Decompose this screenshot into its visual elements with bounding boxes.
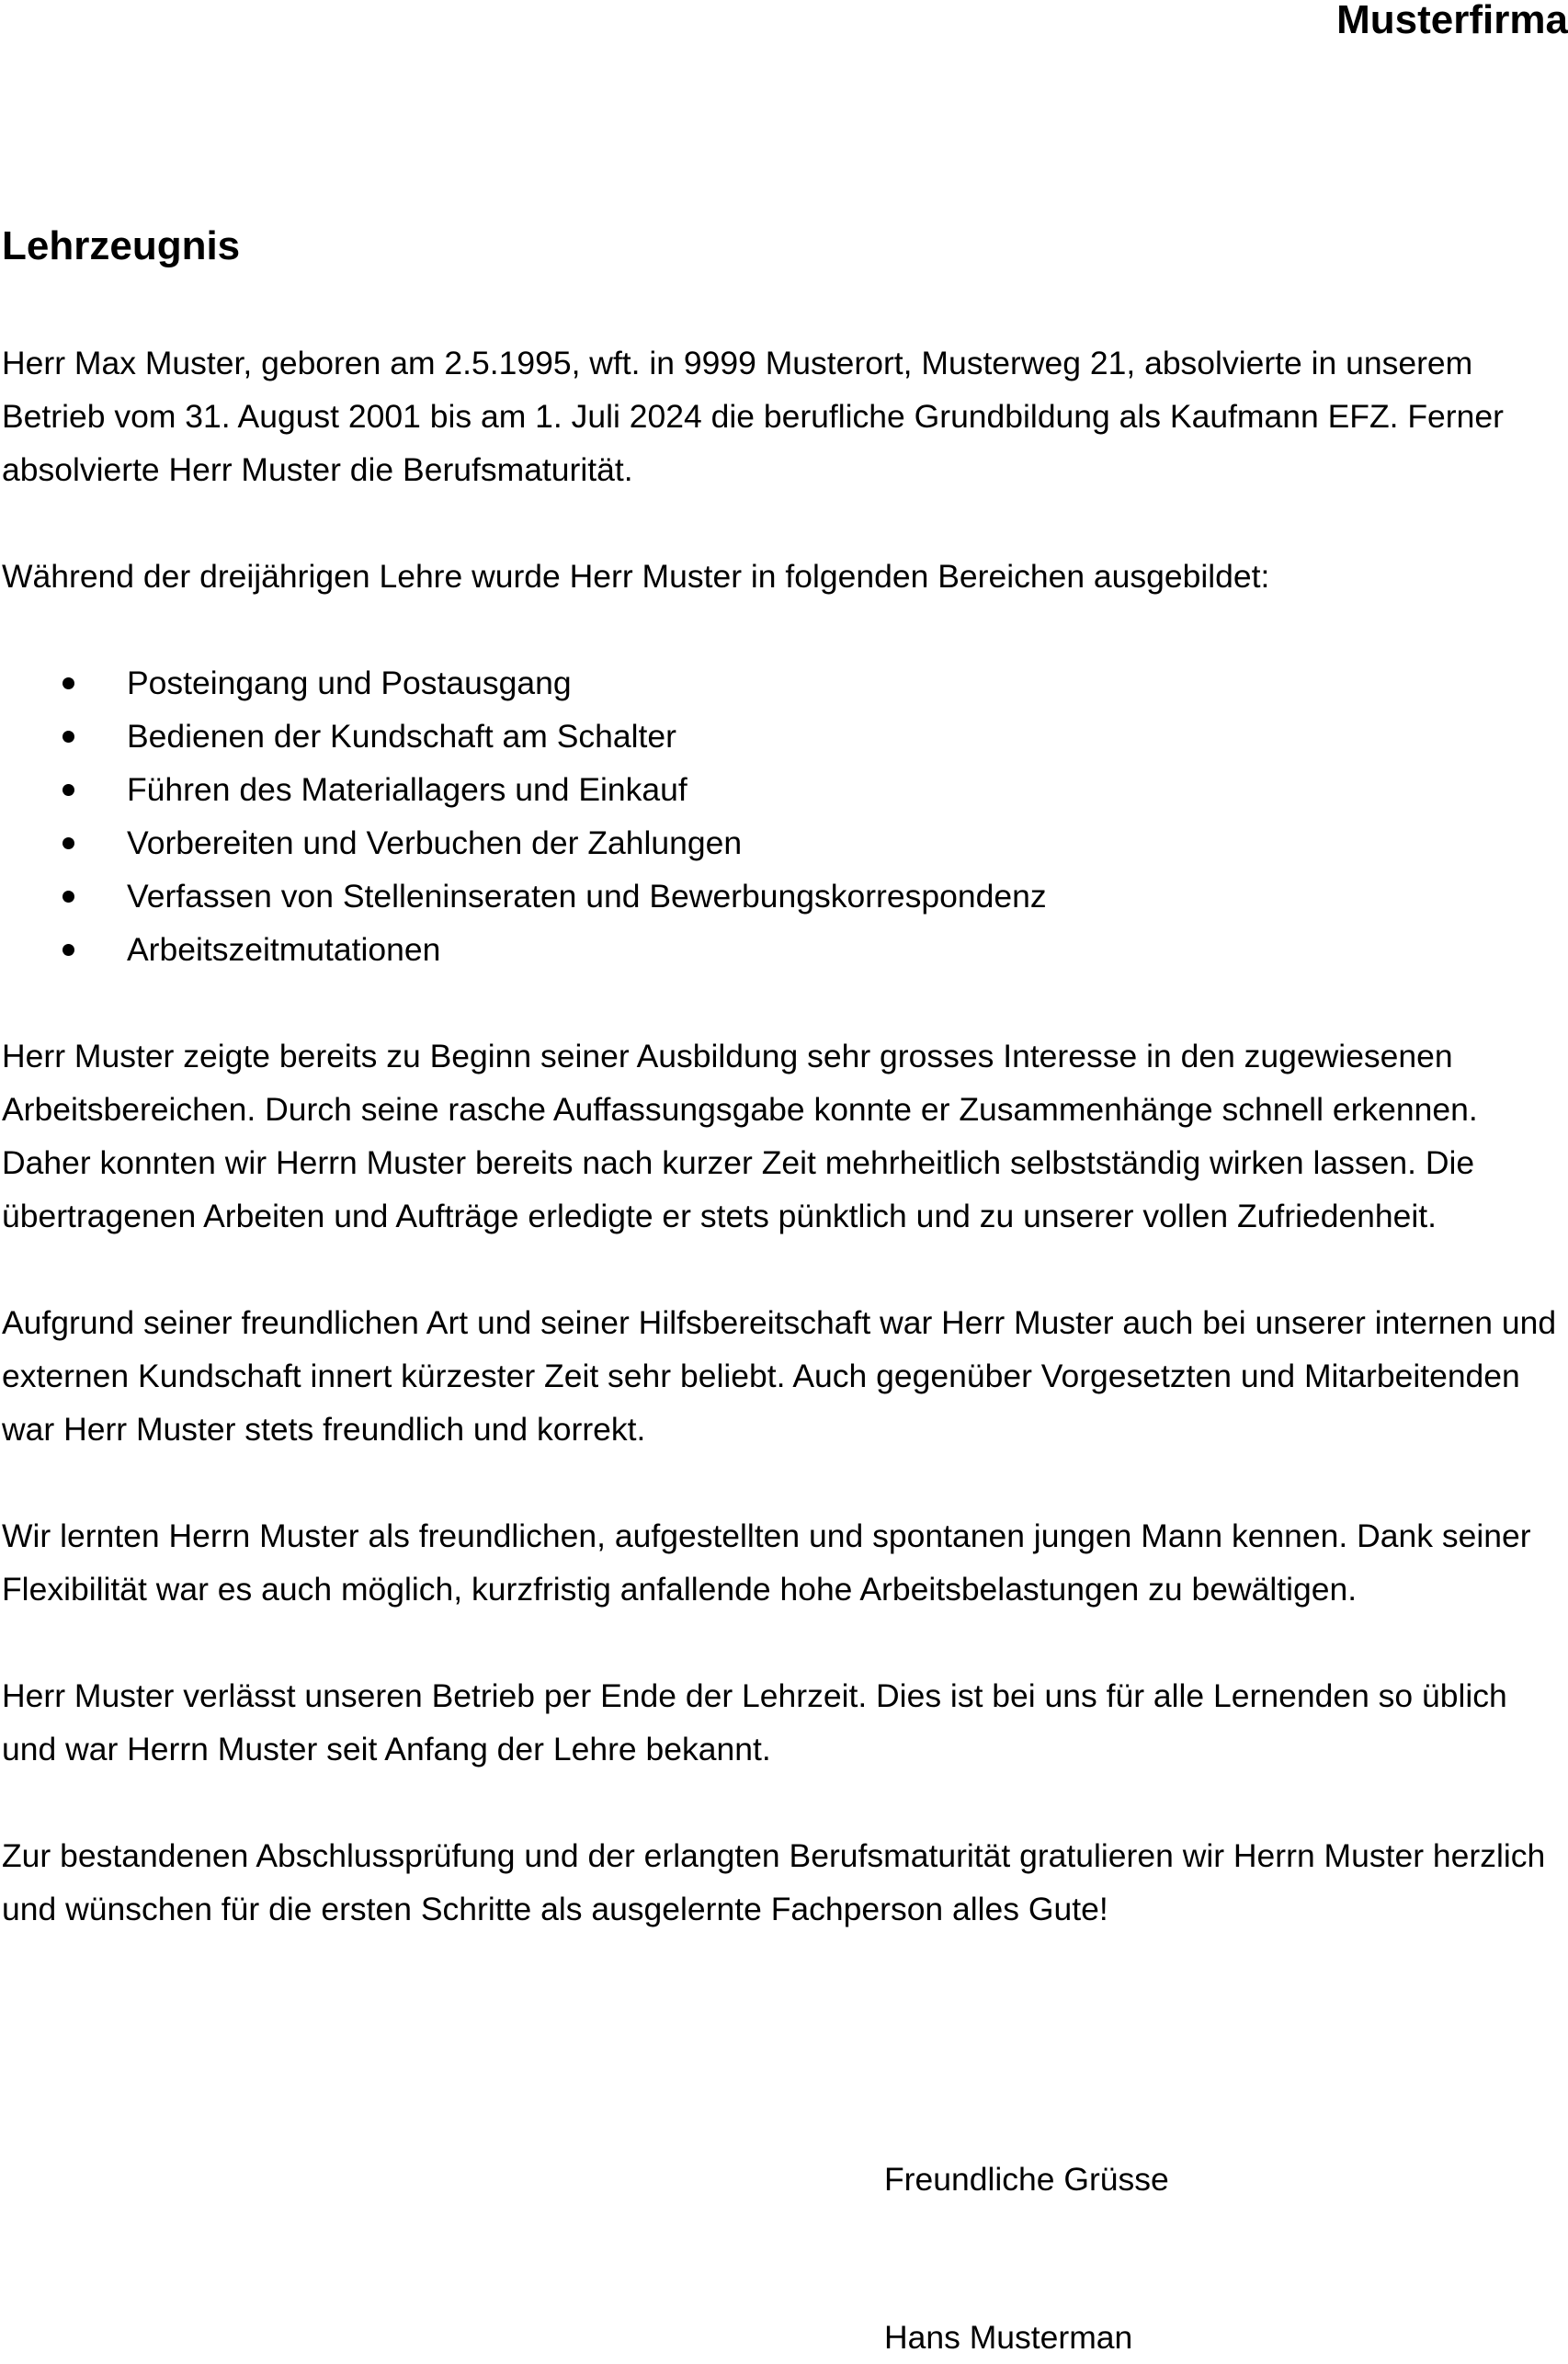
intro-paragraph: Herr Max Muster, geboren am 2.5.1995, wft. in 9999 Musterort, Musterweg 21, absolvierte in unserem Betrieb vom 31. August 2001 bis am 1. Juli 2024 die berufliche Grundbildung als Kaufmann EFZ. Ferner absolvierte Herr Muster die Berufsmaturität. bbox=[2, 345, 1504, 488]
list-item bbox=[2, 869, 1564, 923]
bullet-icon bbox=[62, 837, 74, 849]
list-item-text: Führen des Materiallagers und Einkauf bbox=[127, 771, 687, 808]
list-item-text: Arbeitszeitmutationen bbox=[127, 931, 441, 968]
list-item bbox=[2, 710, 1564, 763]
list-item bbox=[2, 923, 1564, 976]
bullet-icon bbox=[62, 677, 74, 689]
bullet-icon bbox=[62, 731, 74, 743]
bullet-icon bbox=[62, 944, 74, 956]
training-intro: Während der dreijährigen Lehre wurde Herr Muster in folgenden Bereichen ausgebildet: bbox=[2, 558, 1270, 595]
list-item-text: Vorbereiten und Verbuchen der Zahlungen bbox=[127, 824, 743, 861]
bullet-icon bbox=[62, 891, 74, 903]
list-item-text: Verfassen von Stelleninseraten und Bewerbungskorrespondenz bbox=[127, 878, 1047, 915]
list-item-text: Posteingang und Postausgang bbox=[127, 665, 572, 701]
departure-paragraph: Herr Muster verlässt unseren Betrieb per Ende der Lehrzeit. Dies ist bei uns für alle Lernenden so üblich und war Herrn Muster seit Anfang der Lehre bekannt. bbox=[2, 1677, 1507, 1767]
list-item bbox=[2, 656, 1564, 710]
signature-name: Hans Musterman bbox=[884, 2319, 1133, 2356]
company-name: Musterfirma bbox=[1336, 0, 1568, 42]
list-item-text: Bedienen der Kundschaft am Schalter bbox=[127, 718, 676, 755]
list-item bbox=[2, 816, 1564, 869]
list-item bbox=[2, 763, 1564, 816]
document-body bbox=[2, 336, 1564, 1989]
congratulation-paragraph: Zur bestandenen Abschlussprüfung und der erlangten Berufsmaturität gratulieren wir Herrn Muster herzlich und wünschen für die ersten Schritte als ausgelernte Fachperson alles Gute! bbox=[2, 1837, 1546, 1927]
personality-paragraph: Wir lernten Herrn Muster als freundlichen, aufgestellten und spontanen jungen Mann kennen. Dank seiner Flexibilität war es auch möglich, kurzfristig anfallende hohe Arbeitsbelastungen zu bewältigen. bbox=[2, 1517, 1531, 1608]
training-areas-list bbox=[2, 656, 1564, 976]
bullet-icon bbox=[62, 784, 74, 796]
behaviour-paragraph: Aufgrund seiner freundlichen Art und seiner Hilfsbereitschaft war Herr Muster auch bei unserer internen und externen Kundschaft innert kürzester Zeit sehr beliebt. Auch gegenüber Vorgesetzten und Mitarbeitenden war Herr Muster stets freundlich und korrekt. bbox=[2, 1304, 1557, 1448]
assessment-paragraph: Herr Muster zeigte bereits zu Beginn seiner Ausbildung sehr grosses Interesse in den zugewiesenen Arbeitsbereichen. Durch seine rasche Auffassungsgabe konnte er Zusammenhänge schnell erkennen. Daher konnten wir Herrn Muster bereits nach kurzer Zeit mehrheitlich selbstständig wirken lassen. Die übertragenen Arbeiten und Aufträge erledigte er stets pünktlich und zu unserer vollen Zufriedenheit. bbox=[2, 1038, 1478, 1234]
document-title: Lehrzeugnis bbox=[2, 223, 241, 268]
closing-greeting: Freundliche Grüsse bbox=[884, 2161, 1169, 2198]
